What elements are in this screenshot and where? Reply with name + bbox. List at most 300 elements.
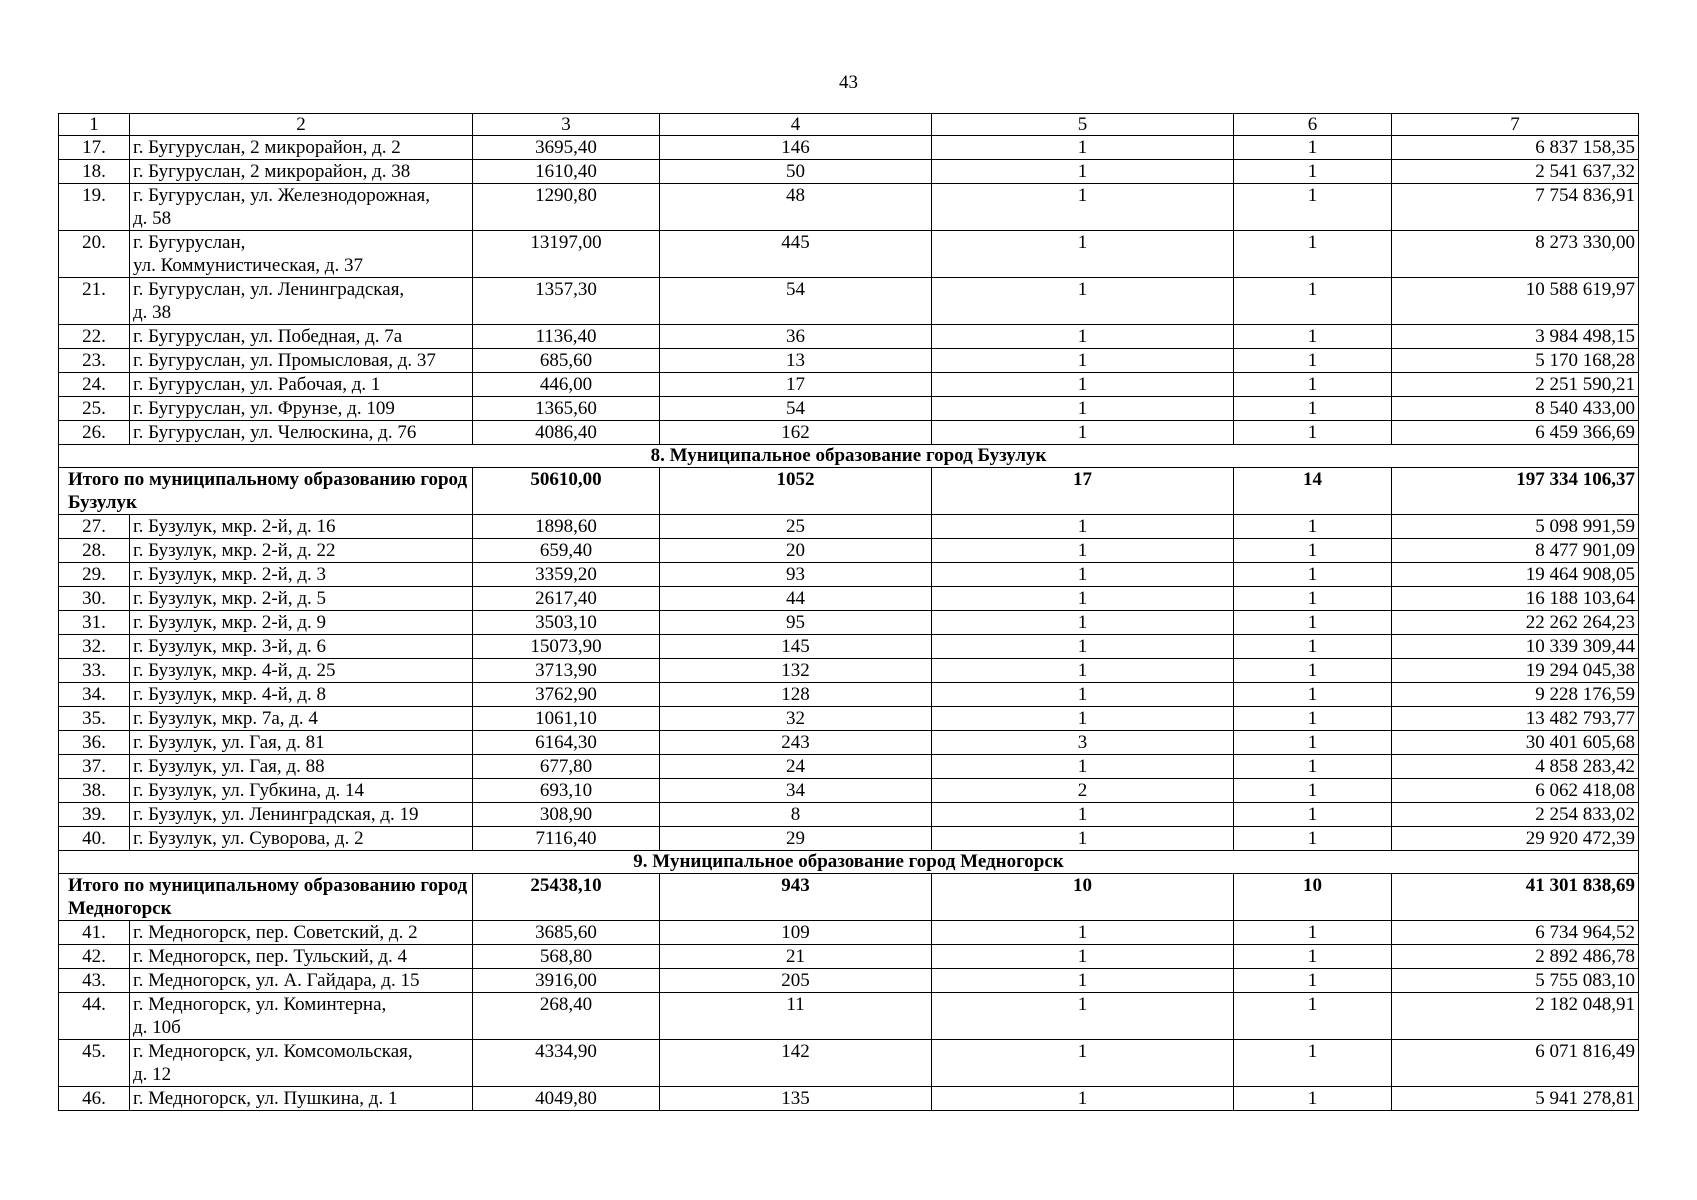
address-cell bbox=[130, 731, 473, 755]
area-cell: 4086,40 bbox=[473, 421, 660, 445]
table-row bbox=[59, 421, 1639, 445]
row-number-cell: 19. bbox=[59, 184, 130, 231]
row-number-cell: 29. bbox=[59, 563, 130, 587]
total-row bbox=[59, 874, 1639, 921]
col6-cell: 1 bbox=[1234, 945, 1392, 969]
address-cell bbox=[130, 231, 473, 278]
cost-cell: 5 170 168,28 bbox=[1392, 349, 1639, 373]
column-header: 4 bbox=[660, 114, 932, 136]
col6-cell: 1 bbox=[1234, 993, 1392, 1040]
cost-cell: 6 071 816,49 bbox=[1392, 1040, 1639, 1087]
residents-cell: 145 bbox=[660, 635, 932, 659]
residents-cell: 8 bbox=[660, 803, 932, 827]
table-row bbox=[59, 993, 1639, 1040]
total-residents-cell: 1052 bbox=[660, 468, 932, 515]
address-line: г. Бузулук, ул. Суворова, д. 2 bbox=[133, 828, 364, 849]
address-cell bbox=[130, 397, 473, 421]
cost-cell: 30 401 605,68 bbox=[1392, 731, 1639, 755]
area-cell: 7116,40 bbox=[473, 827, 660, 851]
cost-cell: 6 734 964,52 bbox=[1392, 921, 1639, 945]
col5-cell: 1 bbox=[932, 755, 1234, 779]
address-line: г. Бугуруслан, bbox=[133, 232, 246, 253]
address-cell bbox=[130, 635, 473, 659]
cost-cell: 4 858 283,42 bbox=[1392, 755, 1639, 779]
column-header: 2 bbox=[130, 114, 473, 136]
table-row bbox=[59, 563, 1639, 587]
cost-cell: 8 540 433,00 bbox=[1392, 397, 1639, 421]
cost-cell: 13 482 793,77 bbox=[1392, 707, 1639, 731]
residents-cell: 128 bbox=[660, 683, 932, 707]
col5-cell: 1 bbox=[932, 278, 1234, 325]
table-row bbox=[59, 707, 1639, 731]
address-line: д. 10б bbox=[133, 1017, 181, 1038]
row-number-cell: 26. bbox=[59, 421, 130, 445]
total-cost-cell: 197 334 106,37 bbox=[1392, 468, 1639, 515]
residents-cell: 162 bbox=[660, 421, 932, 445]
residents-cell: 34 bbox=[660, 779, 932, 803]
cost-cell: 5 098 991,59 bbox=[1392, 515, 1639, 539]
cost-cell: 9 228 176,59 bbox=[1392, 683, 1639, 707]
row-number-cell: 40. bbox=[59, 827, 130, 851]
area-cell: 3695,40 bbox=[473, 136, 660, 160]
col5-cell: 1 bbox=[932, 563, 1234, 587]
column-number-row bbox=[59, 114, 1639, 136]
area-cell: 659,40 bbox=[473, 539, 660, 563]
cost-cell: 8 273 330,00 bbox=[1392, 231, 1639, 278]
address-line: ул. Коммунистическая, д. 37 bbox=[133, 255, 363, 276]
residents-cell: 24 bbox=[660, 755, 932, 779]
address-cell bbox=[130, 659, 473, 683]
total-area-cell: 50610,00 bbox=[473, 468, 660, 515]
col5-cell: 1 bbox=[932, 136, 1234, 160]
col6-cell: 1 bbox=[1234, 635, 1392, 659]
housing-table bbox=[58, 113, 1639, 1111]
address-cell bbox=[130, 1087, 473, 1111]
address-cell bbox=[130, 160, 473, 184]
col6-cell: 1 bbox=[1234, 827, 1392, 851]
row-number-cell: 25. bbox=[59, 397, 130, 421]
col5-cell: 1 bbox=[932, 373, 1234, 397]
table-row bbox=[59, 635, 1639, 659]
address-line: г. Бузулук, ул. Гая, д. 81 bbox=[133, 732, 325, 753]
col5-cell: 2 bbox=[932, 779, 1234, 803]
address-cell bbox=[130, 803, 473, 827]
area-cell: 4049,80 bbox=[473, 1087, 660, 1111]
address-line: д. 38 bbox=[133, 302, 172, 323]
table-row bbox=[59, 184, 1639, 231]
col6-cell: 1 bbox=[1234, 349, 1392, 373]
address-cell bbox=[130, 755, 473, 779]
cost-cell: 29 920 472,39 bbox=[1392, 827, 1639, 851]
row-number-cell: 31. bbox=[59, 611, 130, 635]
col5-cell: 3 bbox=[932, 731, 1234, 755]
col5-cell: 1 bbox=[932, 611, 1234, 635]
table-row bbox=[59, 515, 1639, 539]
col6-cell: 1 bbox=[1234, 587, 1392, 611]
row-number-cell: 37. bbox=[59, 755, 130, 779]
residents-cell: 93 bbox=[660, 563, 932, 587]
row-number-cell: 36. bbox=[59, 731, 130, 755]
address-cell bbox=[130, 611, 473, 635]
col6-cell: 1 bbox=[1234, 731, 1392, 755]
table-row bbox=[59, 539, 1639, 563]
column-header: 3 bbox=[473, 114, 660, 136]
address-line: г. Бузулук, мкр. 4-й, д. 8 bbox=[133, 684, 326, 705]
table-row bbox=[59, 945, 1639, 969]
row-number-cell: 28. bbox=[59, 539, 130, 563]
col6-cell: 1 bbox=[1234, 683, 1392, 707]
cost-cell: 5 941 278,81 bbox=[1392, 1087, 1639, 1111]
address-line: г. Медногорск, ул. Пушкина, д. 1 bbox=[133, 1088, 398, 1109]
table-row bbox=[59, 803, 1639, 827]
col6-cell: 1 bbox=[1234, 1087, 1392, 1111]
total-row bbox=[59, 468, 1639, 515]
cost-cell: 5 755 083,10 bbox=[1392, 969, 1639, 993]
col5-cell: 1 bbox=[932, 1087, 1234, 1111]
row-number-cell: 44. bbox=[59, 993, 130, 1040]
total-col5-cell: 17 bbox=[932, 468, 1234, 515]
table-row bbox=[59, 160, 1639, 184]
cost-cell: 6 062 418,08 bbox=[1392, 779, 1639, 803]
address-line: г. Бузулук, ул. Губкина, д. 14 bbox=[133, 780, 365, 801]
cost-cell: 2 541 637,32 bbox=[1392, 160, 1639, 184]
address-cell bbox=[130, 993, 473, 1040]
address-cell bbox=[130, 683, 473, 707]
residents-cell: 17 bbox=[660, 373, 932, 397]
table-row bbox=[59, 231, 1639, 278]
address-cell bbox=[130, 539, 473, 563]
col6-cell: 1 bbox=[1234, 278, 1392, 325]
table-row bbox=[59, 659, 1639, 683]
table-row bbox=[59, 779, 1639, 803]
total-area-cell: 25438,10 bbox=[473, 874, 660, 921]
area-cell: 1061,10 bbox=[473, 707, 660, 731]
address-cell bbox=[130, 921, 473, 945]
col5-cell: 1 bbox=[932, 515, 1234, 539]
table-row bbox=[59, 373, 1639, 397]
cost-cell: 2 182 048,91 bbox=[1392, 993, 1639, 1040]
col6-cell: 1 bbox=[1234, 184, 1392, 231]
area-cell: 268,40 bbox=[473, 993, 660, 1040]
col6-cell: 1 bbox=[1234, 136, 1392, 160]
area-cell: 3359,20 bbox=[473, 563, 660, 587]
total-label: Итого по муниципальному образованию город Медногорск bbox=[59, 874, 473, 921]
col6-cell: 1 bbox=[1234, 160, 1392, 184]
col5-cell: 1 bbox=[932, 160, 1234, 184]
col6-cell: 1 bbox=[1234, 397, 1392, 421]
area-cell: 568,80 bbox=[473, 945, 660, 969]
row-number-cell: 22. bbox=[59, 325, 130, 349]
cost-cell: 2 251 590,21 bbox=[1392, 373, 1639, 397]
address-line: г. Бузулук, мкр. 2-й, д. 22 bbox=[133, 540, 336, 561]
address-cell bbox=[130, 1040, 473, 1087]
col5-cell: 1 bbox=[932, 945, 1234, 969]
address-line: г. Бугуруслан, ул. Фрунзе, д. 109 bbox=[133, 398, 395, 419]
section-title: 8. Муниципальное образование город Бузулук bbox=[59, 445, 1639, 468]
address-line: г. Бузулук, мкр. 4-й, д. 25 bbox=[133, 660, 336, 681]
address-line: г. Бугуруслан, ул. Ленинградская, bbox=[133, 279, 405, 300]
residents-cell: 135 bbox=[660, 1087, 932, 1111]
table-row bbox=[59, 1087, 1639, 1111]
col6-cell: 1 bbox=[1234, 707, 1392, 731]
row-number-cell: 46. bbox=[59, 1087, 130, 1111]
cost-cell: 2 254 833,02 bbox=[1392, 803, 1639, 827]
row-number-cell: 32. bbox=[59, 635, 130, 659]
col6-cell: 1 bbox=[1234, 515, 1392, 539]
area-cell: 3762,90 bbox=[473, 683, 660, 707]
address-line: г. Медногорск, пер. Советский, д. 2 bbox=[133, 922, 418, 943]
residents-cell: 54 bbox=[660, 397, 932, 421]
address-line: г. Бугуруслан, ул. Челюскина, д. 76 bbox=[133, 422, 417, 443]
table-row bbox=[59, 136, 1639, 160]
area-cell: 1610,40 bbox=[473, 160, 660, 184]
row-number-cell: 24. bbox=[59, 373, 130, 397]
address-line: г. Медногорск, ул. Комсомольская, bbox=[133, 1041, 413, 1062]
cost-cell: 19 464 908,05 bbox=[1392, 563, 1639, 587]
total-cost-cell: 41 301 838,69 bbox=[1392, 874, 1639, 921]
col5-cell: 1 bbox=[932, 635, 1234, 659]
col5-cell: 1 bbox=[932, 993, 1234, 1040]
row-number-cell: 41. bbox=[59, 921, 130, 945]
address-line: г. Бугуруслан, 2 микрорайон, д. 38 bbox=[133, 161, 411, 182]
table-row bbox=[59, 278, 1639, 325]
col5-cell: 1 bbox=[932, 349, 1234, 373]
col5-cell: 1 bbox=[932, 1040, 1234, 1087]
address-line: г. Бузулук, ул. Гая, д. 88 bbox=[133, 756, 325, 777]
address-line: г. Бузулук, мкр. 2-й, д. 16 bbox=[133, 516, 336, 537]
column-header: 5 bbox=[932, 114, 1234, 136]
cost-cell: 3 984 498,15 bbox=[1392, 325, 1639, 349]
col5-cell: 1 bbox=[932, 921, 1234, 945]
table-row bbox=[59, 969, 1639, 993]
residents-cell: 142 bbox=[660, 1040, 932, 1087]
table-row bbox=[59, 587, 1639, 611]
residents-cell: 32 bbox=[660, 707, 932, 731]
area-cell: 1365,60 bbox=[473, 397, 660, 421]
cost-cell: 10 588 619,97 bbox=[1392, 278, 1639, 325]
row-number-cell: 20. bbox=[59, 231, 130, 278]
row-number-cell: 27. bbox=[59, 515, 130, 539]
col5-cell: 1 bbox=[932, 325, 1234, 349]
address-cell bbox=[130, 969, 473, 993]
area-cell: 6164,30 bbox=[473, 731, 660, 755]
cost-cell: 6 837 158,35 bbox=[1392, 136, 1639, 160]
col6-cell: 1 bbox=[1234, 373, 1392, 397]
area-cell: 3713,90 bbox=[473, 659, 660, 683]
residents-cell: 95 bbox=[660, 611, 932, 635]
row-number-cell: 23. bbox=[59, 349, 130, 373]
residents-cell: 205 bbox=[660, 969, 932, 993]
area-cell: 1357,30 bbox=[473, 278, 660, 325]
cost-cell: 8 477 901,09 bbox=[1392, 539, 1639, 563]
col5-cell: 1 bbox=[932, 803, 1234, 827]
area-cell: 3685,60 bbox=[473, 921, 660, 945]
area-cell: 2617,40 bbox=[473, 587, 660, 611]
address-cell bbox=[130, 421, 473, 445]
table-row bbox=[59, 325, 1639, 349]
table-row bbox=[59, 611, 1639, 635]
col5-cell: 1 bbox=[932, 397, 1234, 421]
address-cell bbox=[130, 278, 473, 325]
address-line: г. Бугуруслан, ул. Промысловая, д. 37 bbox=[133, 350, 436, 371]
cost-cell: 22 262 264,23 bbox=[1392, 611, 1639, 635]
table-row bbox=[59, 397, 1639, 421]
residents-cell: 25 bbox=[660, 515, 932, 539]
col6-cell: 1 bbox=[1234, 611, 1392, 635]
residents-cell: 146 bbox=[660, 136, 932, 160]
table-row bbox=[59, 731, 1639, 755]
address-line: г. Бузулук, мкр. 2-й, д. 5 bbox=[133, 588, 326, 609]
residents-cell: 48 bbox=[660, 184, 932, 231]
col5-cell: 1 bbox=[932, 587, 1234, 611]
row-number-cell: 34. bbox=[59, 683, 130, 707]
area-cell: 15073,90 bbox=[473, 635, 660, 659]
col6-cell: 1 bbox=[1234, 1040, 1392, 1087]
address-cell bbox=[130, 563, 473, 587]
address-line: г. Бугуруслан, ул. Рабочая, д. 1 bbox=[133, 374, 381, 395]
address-line: г. Бугуруслан, ул. Победная, д. 7а bbox=[133, 326, 403, 347]
col5-cell: 1 bbox=[932, 683, 1234, 707]
address-cell bbox=[130, 515, 473, 539]
address-cell bbox=[130, 184, 473, 231]
col5-cell: 1 bbox=[932, 707, 1234, 731]
address-line: г. Бузулук, мкр. 2-й, д. 3 bbox=[133, 564, 326, 585]
area-cell: 4334,90 bbox=[473, 1040, 660, 1087]
cost-cell: 19 294 045,38 bbox=[1392, 659, 1639, 683]
row-number-cell: 42. bbox=[59, 945, 130, 969]
table-row bbox=[59, 683, 1639, 707]
row-number-cell: 21. bbox=[59, 278, 130, 325]
address-cell bbox=[130, 373, 473, 397]
col6-cell: 1 bbox=[1234, 803, 1392, 827]
address-line: г. Бузулук, мкр. 7а, д. 4 bbox=[133, 708, 318, 729]
area-cell: 3916,00 bbox=[473, 969, 660, 993]
row-number-cell: 38. bbox=[59, 779, 130, 803]
column-header: 6 bbox=[1234, 114, 1392, 136]
area-cell: 446,00 bbox=[473, 373, 660, 397]
table-row bbox=[59, 921, 1639, 945]
section-heading-row bbox=[59, 445, 1639, 468]
address-line: г. Бугуруслан, 2 микрорайон, д. 2 bbox=[133, 137, 401, 158]
row-number-cell: 33. bbox=[59, 659, 130, 683]
address-line: д. 58 bbox=[133, 208, 172, 229]
area-cell: 1290,80 bbox=[473, 184, 660, 231]
address-line: г. Бузулук, ул. Ленинградская, д. 19 bbox=[133, 804, 419, 825]
area-cell: 13197,00 bbox=[473, 231, 660, 278]
residents-cell: 109 bbox=[660, 921, 932, 945]
col6-cell: 1 bbox=[1234, 539, 1392, 563]
area-cell: 1136,40 bbox=[473, 325, 660, 349]
row-number-cell: 39. bbox=[59, 803, 130, 827]
row-number-cell: 45. bbox=[59, 1040, 130, 1087]
row-number-cell: 35. bbox=[59, 707, 130, 731]
residents-cell: 132 bbox=[660, 659, 932, 683]
col6-cell: 1 bbox=[1234, 563, 1392, 587]
address-cell bbox=[130, 349, 473, 373]
residents-cell: 50 bbox=[660, 160, 932, 184]
col6-cell: 1 bbox=[1234, 659, 1392, 683]
residents-cell: 21 bbox=[660, 945, 932, 969]
col6-cell: 1 bbox=[1234, 969, 1392, 993]
total-col6-cell: 10 bbox=[1234, 874, 1392, 921]
address-line: г. Бузулук, мкр. 2-й, д. 9 bbox=[133, 612, 326, 633]
cost-cell: 2 892 486,78 bbox=[1392, 945, 1639, 969]
address-cell bbox=[130, 707, 473, 731]
residents-cell: 243 bbox=[660, 731, 932, 755]
row-number-cell: 30. bbox=[59, 587, 130, 611]
address-line: г. Бузулук, мкр. 3-й, д. 6 bbox=[133, 636, 326, 657]
residents-cell: 36 bbox=[660, 325, 932, 349]
address-cell bbox=[130, 136, 473, 160]
cost-cell: 6 459 366,69 bbox=[1392, 421, 1639, 445]
residents-cell: 44 bbox=[660, 587, 932, 611]
table-row bbox=[59, 827, 1639, 851]
section-title: 9. Муниципальное образование город Медногорск bbox=[59, 851, 1639, 874]
area-cell: 693,10 bbox=[473, 779, 660, 803]
col5-cell: 1 bbox=[932, 421, 1234, 445]
row-number-cell: 43. bbox=[59, 969, 130, 993]
table-row bbox=[59, 755, 1639, 779]
page-number: 43 bbox=[839, 72, 858, 93]
total-col5-cell: 10 bbox=[932, 874, 1234, 921]
address-line: г. Бугуруслан, ул. Железнодорожная, bbox=[133, 185, 430, 206]
col6-cell: 1 bbox=[1234, 755, 1392, 779]
col6-cell: 1 bbox=[1234, 231, 1392, 278]
col6-cell: 1 bbox=[1234, 779, 1392, 803]
column-header: 1 bbox=[59, 114, 130, 136]
total-col6-cell: 14 bbox=[1234, 468, 1392, 515]
table-body bbox=[59, 114, 1639, 1111]
area-cell: 1898,60 bbox=[473, 515, 660, 539]
col6-cell: 1 bbox=[1234, 421, 1392, 445]
address-line: г. Медногорск, ул. А. Гайдара, д. 15 bbox=[133, 970, 420, 991]
address-line: д. 12 bbox=[133, 1064, 172, 1085]
total-residents-cell: 943 bbox=[660, 874, 932, 921]
residents-cell: 13 bbox=[660, 349, 932, 373]
residents-cell: 445 bbox=[660, 231, 932, 278]
residents-cell: 29 bbox=[660, 827, 932, 851]
col5-cell: 1 bbox=[932, 969, 1234, 993]
section-heading-row bbox=[59, 851, 1639, 874]
address-cell bbox=[130, 325, 473, 349]
col6-cell: 1 bbox=[1234, 921, 1392, 945]
residents-cell: 11 bbox=[660, 993, 932, 1040]
address-cell bbox=[130, 945, 473, 969]
col6-cell: 1 bbox=[1234, 325, 1392, 349]
area-cell: 308,90 bbox=[473, 803, 660, 827]
table-row bbox=[59, 349, 1639, 373]
col5-cell: 1 bbox=[932, 231, 1234, 278]
cost-cell: 16 188 103,64 bbox=[1392, 587, 1639, 611]
row-number-cell: 18. bbox=[59, 160, 130, 184]
area-cell: 677,80 bbox=[473, 755, 660, 779]
residents-cell: 20 bbox=[660, 539, 932, 563]
area-cell: 685,60 bbox=[473, 349, 660, 373]
col5-cell: 1 bbox=[932, 827, 1234, 851]
address-cell bbox=[130, 827, 473, 851]
address-cell bbox=[130, 779, 473, 803]
address-line: г. Медногорск, ул. Коминтерна, bbox=[133, 994, 387, 1015]
cost-cell: 10 339 309,44 bbox=[1392, 635, 1639, 659]
col5-cell: 1 bbox=[932, 184, 1234, 231]
cost-cell: 7 754 836,91 bbox=[1392, 184, 1639, 231]
row-number-cell: 17. bbox=[59, 136, 130, 160]
column-header: 7 bbox=[1392, 114, 1639, 136]
total-label: Итого по муниципальному образованию город Бузулук bbox=[59, 468, 473, 515]
address-line: г. Медногорск, пер. Тульский, д. 4 bbox=[133, 946, 408, 967]
area-cell: 3503,10 bbox=[473, 611, 660, 635]
address-cell bbox=[130, 587, 473, 611]
